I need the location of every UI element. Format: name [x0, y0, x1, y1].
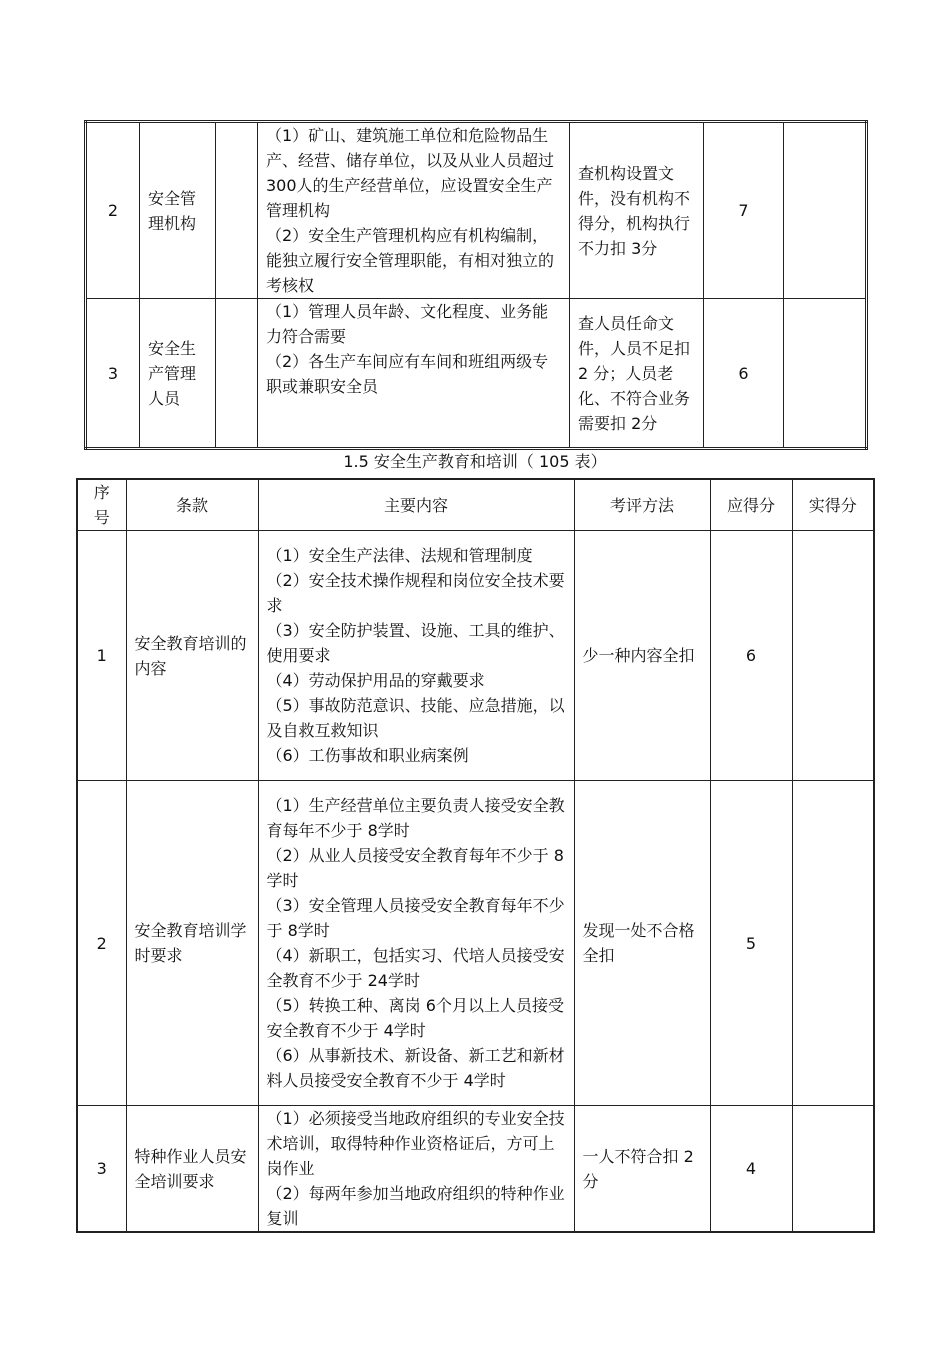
main-content: [258, 781, 574, 1106]
empty-cell: [216, 299, 258, 449]
clause: 安全教育培训学时要求: [126, 781, 258, 1106]
content-line: （1）矿山、建筑施工单位和危险物品生产、经营、储存单位，以及从业人员超过 300人的生产经营单位，应设置安全生产管理机构: [266, 126, 555, 220]
score-actual: [792, 531, 874, 781]
row-number: 1: [77, 531, 126, 781]
table-row: [77, 1106, 874, 1233]
evaluation-method: 一人不符合扣 2分: [574, 1106, 710, 1233]
score-actual: [792, 781, 874, 1106]
empty-cell: [216, 122, 258, 299]
content-line: （1）管理人员年龄、文化程度、业务能力符合需要: [266, 302, 549, 346]
clause: 安全管理机构: [140, 122, 216, 299]
row-number: 2: [77, 781, 126, 1106]
score-actual: [792, 1106, 874, 1233]
main-content: [258, 299, 570, 449]
content-line: （6）工伤事故和职业病案例: [266, 746, 469, 765]
header-no: 序号: [77, 479, 126, 531]
header-content: 主要内容: [258, 479, 574, 531]
clause: 特种作业人员安全培训要求: [126, 1106, 258, 1233]
content-line: （5）转换工种、离岗 6个月以上人员接受安全教育不少于 4学时: [266, 996, 564, 1040]
evaluation-method: 发现一处不合格全扣: [574, 781, 710, 1106]
content-line: （3）安全防护装置、设施、工具的维护、使用要求: [266, 621, 565, 665]
header-clause: 条款: [126, 479, 258, 531]
table-safety-education: [76, 478, 875, 1233]
score-actual: [784, 299, 867, 449]
score-due: 6: [704, 299, 784, 449]
table-header-row: [77, 479, 874, 531]
content-line: （4）劳动保护用品的穿戴要求: [266, 671, 485, 690]
content-line: （1）生产经营单位主要负责人接受安全教育每年不少于 8学时: [266, 796, 565, 840]
header-method: 考评方法: [574, 479, 710, 531]
content-line: （5）事故防范意识、技能、应急措施，以及自救互救知识: [266, 696, 565, 740]
main-content: [258, 1106, 574, 1233]
evaluation-method: 少一种内容全扣: [574, 531, 710, 781]
table-row: [86, 122, 867, 299]
main-content: [258, 531, 574, 781]
row-number: 3: [77, 1106, 126, 1233]
content-line: （3）安全管理人员接受安全教育每年不少于 8学时: [266, 896, 565, 940]
content-line: （1）必须接受当地政府组织的专业安全技术培训，取得特种作业资格证后，方可上岗作业: [266, 1109, 565, 1178]
score-due: 4: [710, 1106, 792, 1233]
content-line: （2）各生产车间应有车间和班组两级专职或兼职安全员: [266, 352, 549, 396]
evaluation-method: 查机构设置文件，没有机构不得分，机构执行不力扣 3分: [570, 122, 704, 299]
evaluation-method: 查人员任命文件，人员不足扣 2 分；人员老化、不符合业务需要扣 2分: [570, 299, 704, 449]
score-due: 5: [710, 781, 792, 1106]
clause: 安全生产管理人员: [140, 299, 216, 449]
content-line: （2）从业人员接受安全教育每年不少于 8学时: [266, 846, 564, 890]
content-line: （2）每两年参加当地政府组织的特种作业复训: [266, 1184, 565, 1228]
score-due: 6: [710, 531, 792, 781]
clause: 安全教育培训的内容: [126, 531, 258, 781]
table-row: [77, 531, 874, 781]
table-row: [77, 781, 874, 1106]
table-safety-management: [84, 120, 868, 450]
table-row: [86, 299, 867, 449]
content-line: （2）安全生产管理机构应有机构编制，能独立履行安全管理职能，有相对独立的考核权: [266, 226, 555, 295]
header-actual: 实得分: [792, 479, 874, 531]
content-line: （2）安全技术操作规程和岗位安全技术要求: [266, 571, 565, 615]
score-actual: [784, 122, 867, 299]
content-line: （6）从事新技术、新设备、新工艺和新材料人员接受安全教育不少于 4学时: [266, 1046, 565, 1090]
content-line: （4）新职工，包括实习、代培人员接受安全教育不少于 24学时: [266, 946, 565, 990]
row-number: 2: [86, 122, 140, 299]
score-due: 7: [704, 122, 784, 299]
content-line: （1）安全生产法律、法规和管理制度: [266, 546, 533, 565]
row-number: 3: [86, 299, 140, 449]
main-content: [258, 122, 570, 299]
header-score: 应得分: [710, 479, 792, 531]
section-title: 1.5 安全生产教育和培训（ 105 表）: [343, 452, 607, 471]
